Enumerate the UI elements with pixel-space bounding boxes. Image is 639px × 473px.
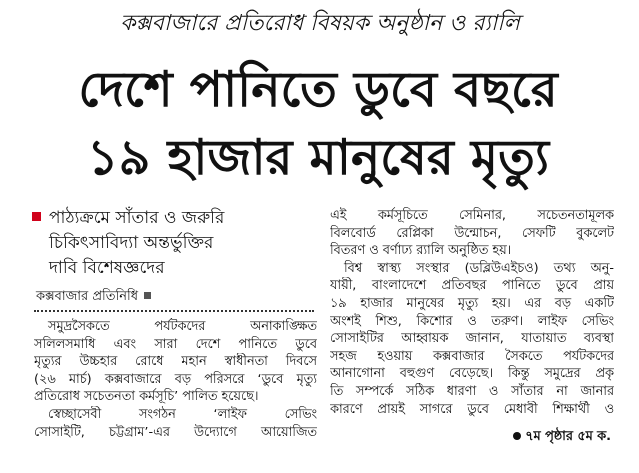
left-col-line: সোসাইটি, চট্টগ্রাম’-এর উদ্যোগে আয়োজিত (34, 424, 317, 440)
byline-text: কক্সবাজার প্রতিনিধি (36, 289, 138, 304)
left-col-line: সলিলসমাধি এবং সারা দেশে পানিতে ডুবে (34, 336, 317, 352)
left-col-line: (২৬ মার্চ) কক্সবাজারে বড় পরিসরে ‘ডুবে মৃত্যু (34, 371, 317, 387)
dotted-divider (34, 310, 314, 312)
right-col-line: যায়ী, বাংলাদেশে প্রতিবছর পানিতে ডুবে প্রায় (330, 278, 614, 294)
square-marker-icon (144, 292, 151, 299)
right-col-line: ১৯ হাজার মানুষের মৃত্যু হয়। এর বড় একটি (330, 295, 614, 311)
right-col-line: সোসাইটির আহ্বায়ক জানান, যাতায়াত ব্যবস্থা (330, 331, 614, 347)
bullet-dot-icon (513, 432, 521, 440)
right-col-line: বিতরণ ও বর্ণাঢ্য র‍্যালি অনুষ্ঠিত হয়। (330, 243, 512, 259)
subhead (32, 206, 322, 281)
right-col-line: তি সম্পর্কে সঠিক ধারণা ও সাঁতার না জানার (330, 383, 614, 399)
right-column (330, 207, 614, 418)
headline-line-1: দেশে পানিতে ডুবে বছরে (78, 61, 558, 118)
headline-line-2: ১৯ হাজার মানুষের মৃত্যু (86, 129, 550, 186)
left-column (34, 318, 317, 441)
continuation-text: ৭ম পৃষ্ঠার ৫ম ক. (525, 429, 611, 444)
subhead-line-1 (32, 206, 322, 231)
left-col-line: প্রতিরোধ সচেতনতা কর্মসূচি’ পালিত হয়েছে। (34, 389, 259, 405)
right-col-line: অংশই শিশু, কিশোর ও তরুণ। লাইফ সেভিং (330, 313, 614, 329)
subhead-line-3: দাবি বিশেষজ্ঞদের (49, 258, 165, 278)
byline (36, 288, 151, 306)
subhead-line-2: চিকিৎসাবিদ্যা অন্তর্ভুক্তির (49, 233, 214, 253)
continuation-note (513, 428, 611, 446)
right-col-line: আনাগোনা বহুগুণ বেড়েছে। কিন্তু সমুদ্রের প্রকৃ (330, 366, 614, 382)
right-col-line: বিলবোর্ড রেপ্লিকা উন্মোচন, সেফটি বুকলেট (330, 225, 614, 241)
right-col-line: এই কর্মসূচিতে সেমিনার, সচেতনতামূলক (330, 208, 614, 223)
subhead-text-1: পাঠ্যক্রমে সাঁতার ও জরুরি (49, 208, 225, 228)
left-col-line: মৃত্যুর উচ্চহার রোধে মহান স্বাধীনতা দিবসে (34, 354, 317, 370)
kicker-line: কক্সবাজারে প্রতিরোধ বিষয়ক অনুষ্ঠান ও র‍্যালি (120, 11, 520, 36)
right-col-line: কারণে প্রায়ই সাগরে ডুবে মেধাবী শিক্ষার্থী ও (330, 401, 614, 417)
right-col-line: বিশ্ব স্বাস্থ্য সংস্থার (ডব্লিউএইচও) তথ্য অনু- (344, 260, 614, 276)
right-col-line: সহজ হওয়ায় কক্সবাজার সৈকতে পর্যটকদের (330, 348, 614, 364)
red-square-bullet-icon (32, 212, 41, 221)
left-col-line: স্বেচ্ছাসেবী সংগঠন ‘লাইফ সেভিং (48, 406, 317, 422)
left-col-line: সমুদ্রসৈকতে পর্যটকদের অনাকাঙ্ক্ষিত (48, 319, 317, 334)
